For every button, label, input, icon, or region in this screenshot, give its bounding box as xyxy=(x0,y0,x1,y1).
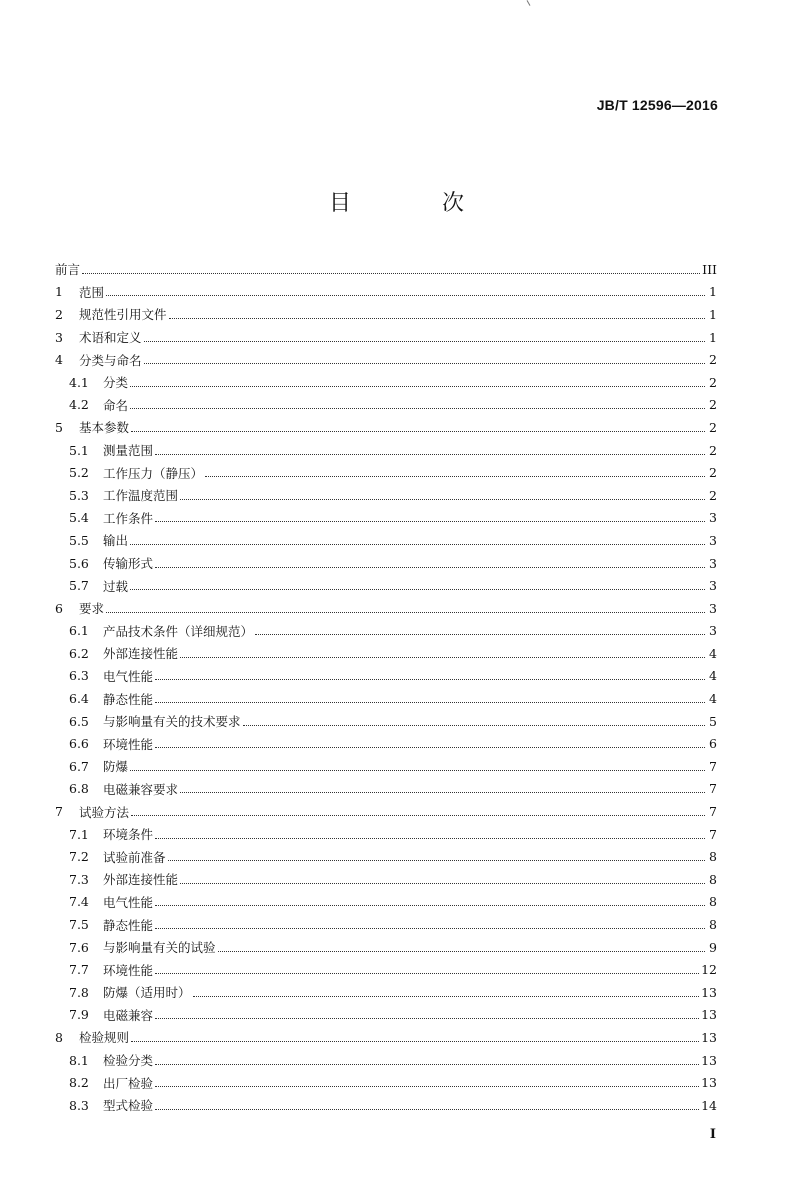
toc-entry-page: 2 xyxy=(709,352,717,368)
toc-entry-label: 外部连接性能 xyxy=(103,646,179,662)
toc-entry xyxy=(55,665,717,688)
toc-entry-label: 电磁兼容 xyxy=(103,1007,154,1023)
toc-entry-number: 7.3 xyxy=(69,871,89,887)
toc-entry xyxy=(55,823,717,846)
toc-entry xyxy=(55,1026,717,1049)
dot-leader xyxy=(180,657,705,658)
toc-entry-page: 2 xyxy=(709,442,717,458)
scan-edge-mark xyxy=(527,0,531,6)
toc-entry-label: 规范性引用文件 xyxy=(79,307,167,323)
toc-entry-label: 工作压力（静压） xyxy=(103,465,204,481)
toc-entry xyxy=(55,913,717,936)
toc-entry-label: 静态性能 xyxy=(103,691,154,707)
toc-entry xyxy=(55,281,717,304)
toc-entry-number: 6.6 xyxy=(69,736,89,752)
toc-entry-page: 2 xyxy=(709,465,717,481)
toc-entry-label: 外部连接性能 xyxy=(103,872,179,888)
page-number: I xyxy=(709,1127,716,1142)
toc-entry-page: 13 xyxy=(701,1029,717,1045)
dot-leader xyxy=(155,1109,699,1110)
toc-entry xyxy=(55,891,717,914)
toc-entry-page: 13 xyxy=(701,1052,717,1068)
dot-leader xyxy=(205,476,705,477)
toc-entry-page: 5 xyxy=(709,713,717,729)
toc-entry-label: 防爆（适用时） xyxy=(103,985,191,1001)
toc-entry-page: 13 xyxy=(701,984,717,1000)
toc-entry-number: 5.5 xyxy=(69,532,89,548)
toc-entry-page: 4 xyxy=(709,645,717,661)
dot-leader xyxy=(130,386,705,387)
dot-leader xyxy=(131,815,705,816)
toc-entry-page: 13 xyxy=(701,1007,717,1023)
dot-leader xyxy=(155,567,705,568)
toc-entry-label: 范围 xyxy=(79,284,105,300)
dot-leader xyxy=(155,1018,699,1019)
dot-leader xyxy=(168,860,705,861)
toc-entry xyxy=(55,326,717,349)
toc-entry-page: 3 xyxy=(709,532,717,548)
toc-entry-number: 4.1 xyxy=(69,374,89,390)
toc-entry-number: 5 xyxy=(55,419,63,435)
toc-entry-label: 与影响量有关的试验 xyxy=(103,940,216,956)
toc-entry xyxy=(55,574,717,597)
toc-entry-label: 输出 xyxy=(103,533,129,549)
toc-entry-number: 8.3 xyxy=(69,1097,89,1113)
toc-entry-page: 3 xyxy=(709,623,717,639)
toc-entry-number: 3 xyxy=(55,329,63,345)
toc-entry-page: III xyxy=(702,261,717,277)
toc-entry-label: 产品技术条件（详细规范） xyxy=(103,623,254,639)
toc-entry-label: 工作温度范围 xyxy=(103,488,179,504)
toc-entry-number: 5.4 xyxy=(69,510,89,526)
toc-entry-number: 7.8 xyxy=(69,984,89,1000)
toc-entry-label: 环境条件 xyxy=(103,827,154,843)
toc-entry-page: 7 xyxy=(709,758,717,774)
dot-leader xyxy=(144,341,705,342)
dot-leader xyxy=(144,363,705,364)
toc-entry-number: 8.2 xyxy=(69,1075,89,1091)
dot-leader xyxy=(130,770,705,771)
toc-entry xyxy=(55,394,717,417)
toc-entry-label: 前言 xyxy=(55,262,81,278)
toc-entry-label: 电磁兼容要求 xyxy=(103,781,179,797)
toc-entry-page: 1 xyxy=(709,284,717,300)
dot-leader xyxy=(155,521,705,522)
toc-entry-page: 8 xyxy=(709,849,717,865)
toc-entry-page: 2 xyxy=(709,419,717,435)
toc-entry xyxy=(55,1004,717,1027)
dot-leader xyxy=(155,838,705,839)
toc-entry xyxy=(55,642,717,665)
toc-entry-page: 6 xyxy=(709,736,717,752)
toc-entry-page: 1 xyxy=(709,329,717,345)
toc-entry-number: 8.1 xyxy=(69,1052,89,1068)
toc-entry-number: 6.3 xyxy=(69,668,89,684)
dot-leader xyxy=(155,702,705,703)
dot-leader xyxy=(106,612,705,613)
dot-leader xyxy=(180,499,705,500)
toc-entry-page: 3 xyxy=(709,555,717,571)
dot-leader xyxy=(155,679,705,680)
toc-entry-page: 3 xyxy=(709,510,717,526)
toc-entry-label: 命名 xyxy=(103,397,129,413)
toc-entry xyxy=(55,1094,717,1117)
toc-entry xyxy=(55,868,717,891)
toc-entry-number: 6 xyxy=(55,600,63,616)
toc-entry xyxy=(55,461,717,484)
table-of-contents xyxy=(55,258,717,1117)
toc-entry xyxy=(55,800,717,823)
toc-entry xyxy=(55,597,717,620)
toc-entry-label: 试验方法 xyxy=(79,804,130,820)
toc-entry-label: 过载 xyxy=(103,578,129,594)
toc-entry-number: 4.2 xyxy=(69,397,89,413)
toc-entry xyxy=(55,936,717,959)
dot-leader xyxy=(180,883,705,884)
toc-entry xyxy=(55,348,717,371)
toc-entry-page: 8 xyxy=(709,894,717,910)
dot-leader xyxy=(180,792,705,793)
toc-entry-number: 7.1 xyxy=(69,826,89,842)
toc-entry-page: 8 xyxy=(709,917,717,933)
page-title: 目 次 xyxy=(329,191,506,216)
standard-number: JB/T 12596—2016 xyxy=(596,97,718,113)
dot-leader xyxy=(131,1041,699,1042)
toc-entry-page: 7 xyxy=(709,804,717,820)
toc-entry xyxy=(55,710,717,733)
dot-leader xyxy=(106,295,705,296)
toc-entry-number: 7.5 xyxy=(69,917,89,933)
toc-entry-number: 7 xyxy=(55,804,63,820)
toc-entry-label: 基本参数 xyxy=(79,420,130,436)
toc-entry-label: 静态性能 xyxy=(103,917,154,933)
toc-entry-label: 型式检验 xyxy=(103,1098,154,1114)
dot-leader xyxy=(155,905,705,906)
toc-entry-page: 3 xyxy=(709,600,717,616)
toc-entry-label: 检验规则 xyxy=(79,1030,130,1046)
dot-leader xyxy=(155,747,705,748)
toc-entry xyxy=(55,778,717,801)
toc-entry-label: 防爆 xyxy=(103,759,129,775)
toc-entry-page: 9 xyxy=(709,939,717,955)
toc-entry-page: 12 xyxy=(701,962,717,978)
toc-entry-number: 6.8 xyxy=(69,781,89,797)
toc-entry xyxy=(55,1049,717,1072)
toc-entry xyxy=(55,981,717,1004)
dot-leader xyxy=(130,408,705,409)
toc-entry-label: 测量范围 xyxy=(103,443,154,459)
toc-entry-label: 工作条件 xyxy=(103,510,154,526)
toc-entry xyxy=(55,958,717,981)
toc-entry-label: 与影响量有关的技术要求 xyxy=(103,714,241,730)
dot-leader xyxy=(82,273,700,274)
toc-entry-number: 7.9 xyxy=(69,1007,89,1023)
toc-entry-number: 6.1 xyxy=(69,623,89,639)
toc-entry-label: 要求 xyxy=(79,601,105,617)
toc-entry-page: 14 xyxy=(701,1097,717,1113)
toc-entry-number: 7.2 xyxy=(69,849,89,865)
toc-entry-number: 7.4 xyxy=(69,894,89,910)
toc-entry-number: 5.7 xyxy=(69,578,89,594)
toc-entry-page: 3 xyxy=(709,578,717,594)
toc-entry xyxy=(55,371,717,394)
toc-entry-number: 8 xyxy=(55,1029,63,1045)
toc-entry xyxy=(55,484,717,507)
dot-leader xyxy=(131,431,705,432)
toc-entry xyxy=(55,303,717,326)
toc-entry-number: 5.6 xyxy=(69,555,89,571)
toc-entry-page: 2 xyxy=(709,374,717,390)
toc-entry-number: 4 xyxy=(55,352,63,368)
toc-entry-number: 7.7 xyxy=(69,962,89,978)
toc-entry-page: 13 xyxy=(701,1075,717,1091)
toc-entry xyxy=(55,529,717,552)
toc-entry-page: 2 xyxy=(709,487,717,503)
toc-entry-label: 术语和定义 xyxy=(79,330,142,346)
toc-entry-number: 5.3 xyxy=(69,487,89,503)
toc-entry xyxy=(55,507,717,530)
toc-entry-label: 出厂检验 xyxy=(103,1075,154,1091)
toc-entry xyxy=(55,416,717,439)
toc-entry-label: 分类与命名 xyxy=(79,352,142,368)
toc-entry-number: 5.1 xyxy=(69,442,89,458)
toc-entry-page: 4 xyxy=(709,668,717,684)
toc-entry-label: 电气性能 xyxy=(103,668,154,684)
toc-entry-label: 电气性能 xyxy=(103,894,154,910)
toc-entry-number: 1 xyxy=(55,284,63,300)
toc-entry xyxy=(55,755,717,778)
dot-leader xyxy=(193,996,700,997)
toc-entry xyxy=(55,552,717,575)
toc-entry-label: 环境性能 xyxy=(103,736,154,752)
dot-leader xyxy=(155,1064,699,1065)
toc-entry-number: 5.2 xyxy=(69,465,89,481)
toc-entry-number: 6.4 xyxy=(69,691,89,707)
dot-leader xyxy=(130,589,705,590)
dot-leader xyxy=(155,1086,699,1087)
dot-leader xyxy=(169,318,705,319)
toc-entry-label: 分类 xyxy=(103,375,129,391)
toc-entry-page: 2 xyxy=(709,397,717,413)
dot-leader xyxy=(155,454,705,455)
toc-entry xyxy=(55,620,717,643)
toc-entry-page: 7 xyxy=(709,826,717,842)
toc-entry-page: 8 xyxy=(709,871,717,887)
dot-leader xyxy=(155,928,705,929)
toc-entry-number: 6.7 xyxy=(69,758,89,774)
toc-entry xyxy=(55,732,717,755)
toc-entry xyxy=(55,439,717,462)
toc-entry-page: 4 xyxy=(709,691,717,707)
toc-entry xyxy=(55,1071,717,1094)
toc-entry-number: 2 xyxy=(55,306,63,322)
dot-leader xyxy=(255,634,705,635)
toc-entry-page: 1 xyxy=(709,306,717,322)
dot-leader xyxy=(218,951,705,952)
toc-entry xyxy=(55,687,717,710)
toc-entry xyxy=(55,258,717,281)
dot-leader xyxy=(130,544,705,545)
toc-entry-number: 6.2 xyxy=(69,645,89,661)
toc-entry xyxy=(55,845,717,868)
toc-entry-label: 检验分类 xyxy=(103,1053,154,1069)
toc-entry-number: 6.5 xyxy=(69,713,89,729)
toc-entry-label: 环境性能 xyxy=(103,962,154,978)
toc-entry-label: 试验前准备 xyxy=(103,849,166,865)
toc-entry-number: 7.6 xyxy=(69,939,89,955)
toc-entry-page: 7 xyxy=(709,781,717,797)
dot-leader xyxy=(155,973,699,974)
dot-leader xyxy=(243,725,705,726)
toc-entry-label: 传输形式 xyxy=(103,556,154,572)
